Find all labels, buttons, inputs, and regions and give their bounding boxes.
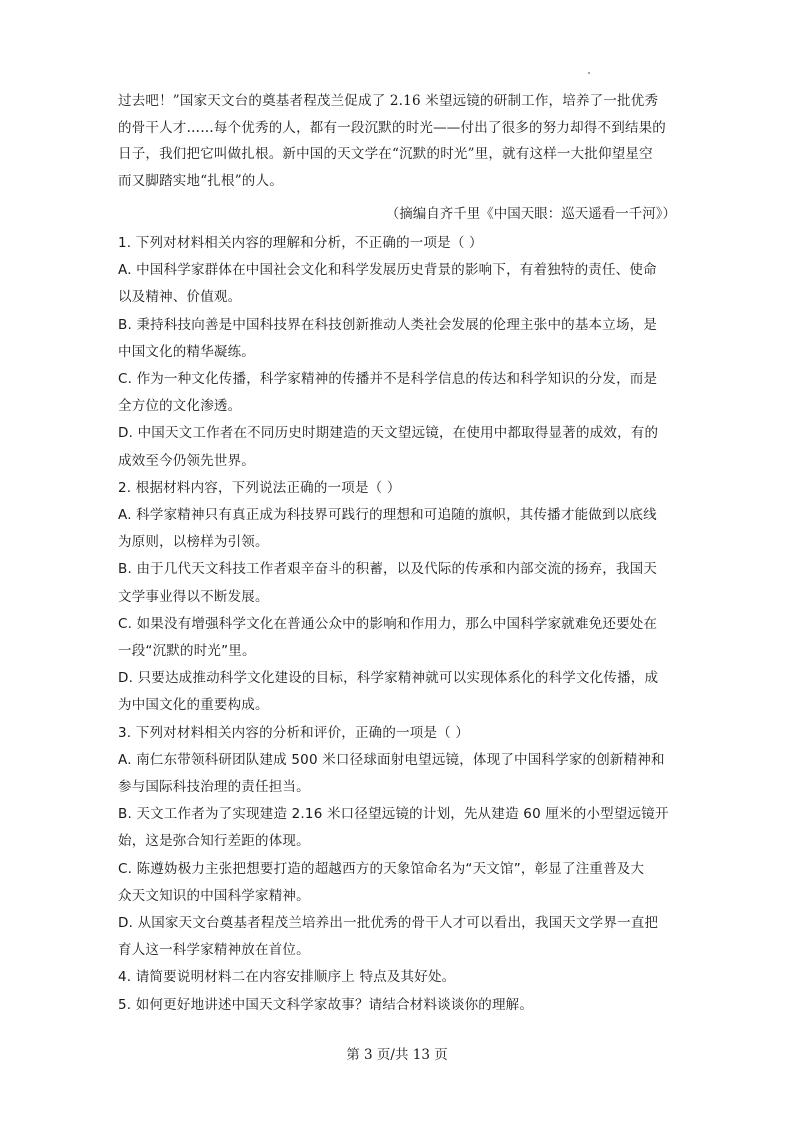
option-line: 中国文化的精华凝练。 <box>118 343 255 360</box>
option-line: 为原则，以榜样为引领。 <box>118 534 269 551</box>
question-stem: 2. 根据材料内容，下列说法正确的一项是（ ） <box>118 479 401 496</box>
option-a <box>118 502 678 556</box>
question-1 <box>118 230 678 475</box>
option-line: 育人这一科学家精神放在首位。 <box>118 942 310 959</box>
option-line: 全方位的文化渗透。 <box>118 398 242 415</box>
question-2 <box>118 475 678 720</box>
option-line: D. 从国家天文台奠基者程茂兰培养出一批优秀的骨干人才可以看出，我国天文学界一直把 <box>118 915 659 932</box>
option-line: A. 中国科学家群体在中国社会文化和科学发展历史背景的影响下，有着独特的责任、使命 <box>118 262 657 279</box>
option-a <box>118 747 678 801</box>
option-b <box>118 312 678 366</box>
option-line: 参与国际科技治理的责任担当。 <box>118 779 310 796</box>
option-line: 众天文知识的中国科学家精神。 <box>118 887 310 904</box>
option-line: B. 秉持科技向善是中国科技界在科技创新推动人类社会发展的伦理主张中的基本立场，是 <box>118 316 658 333</box>
option-line: B. 天文工作者为了实现建造 2.16 米口径望远镜的计划，先从建造 60 厘米的小型望远镜开 <box>118 806 669 823</box>
option-b <box>118 556 678 610</box>
option-d <box>118 420 678 474</box>
option-line: 以及精神、价值观。 <box>118 289 242 306</box>
source-citation: （摘编自齐千里《中国天眼：巡天遥看一千河》） <box>385 206 676 222</box>
option-line: C. 如果没有增强科学文化在普通公众中的影响和作用力，那么中国科学家就难免还要处在 <box>118 615 658 632</box>
question-stem: 4. 请简要说明材料二在内容安排顺序上 特点及其好处。 <box>118 969 456 986</box>
question-stem: 3. 下列对材料相关内容的分析和评价，正确的一项是（ ） <box>118 724 470 741</box>
passage-line: 过去吧！”国家天文台的奠基者程茂兰促成了 2.16 米望远镜的研制工作，培养了一批优秀 <box>118 93 659 109</box>
option-a <box>118 257 678 311</box>
option-line: A. 科学家精神只有真正成为科技界可践行的理想和可追随的旗帜，其传播才能做到以底线 <box>118 507 657 524</box>
option-line: A. 南仁东带领科研团队建成 500 米口径球面射电望远镜，体现了中国科学家的创新精神和 <box>118 751 665 768</box>
passage-line: 的骨干人才……每个优秀的人，都有一段沉默的时光——付出了很多的努力却得不到结果的 <box>118 119 666 136</box>
option-line: 文学事业得以不断发展。 <box>118 588 269 605</box>
option-line: 始，这是弥合知行差距的体现。 <box>118 833 310 850</box>
option-c <box>118 366 678 420</box>
option-line: C. 作为一种文化传播，科学家精神的传播并不是科学信息的传达和科学知识的分发，而是 <box>118 371 658 388</box>
passage-line: 而又脚踏实地“扎根”的人。 <box>118 172 283 189</box>
page-footer: 第 3 页/共 13 页 <box>346 1047 448 1063</box>
question-stem: 1. 下列对材料相关内容的理解和分析，不正确的一项是（ ） <box>118 235 483 251</box>
option-line: 为中国文化的重要构成。 <box>118 697 269 714</box>
option-line: D. 只要达成推动科学文化建设的目标，科学家精神就可以实现体系化的科学文化传播，成 <box>118 670 659 687</box>
option-line: 成效至今仍领先世界。 <box>118 452 255 469</box>
option-b <box>118 801 678 855</box>
option-c <box>118 611 678 665</box>
scan-speck <box>588 72 590 74</box>
question-4 <box>118 964 678 991</box>
option-d <box>118 665 678 719</box>
option-c <box>118 856 678 910</box>
question-list <box>118 230 678 1019</box>
option-line: B. 由于几代天文科技工作者艰辛奋斗的积蓄，以及代际的传承和内部交流的扬弃，我国天 <box>118 561 658 578</box>
option-line: D. 中国天文工作者在不同历史时期建造的天文望远镜，在使用中都取得显著的成效，有的 <box>118 425 659 442</box>
passage-line: 日子，我们把它叫做扎根。新中国的天文学在“沉默的时光”里，就有这样一大批仰望星空 <box>118 146 653 162</box>
question-stem: 5. 如何更好地讲述中国天文科学家故事？请结合材料谈谈你的理解。 <box>118 996 534 1013</box>
option-d <box>118 910 678 964</box>
option-line: 一段“沉默的时光”里。 <box>118 643 256 660</box>
question-5 <box>118 992 678 1019</box>
question-3 <box>118 720 678 965</box>
option-line: C. 陈遵妫极力主张把想要打造的超越西方的天象馆命名为“天文馆”，彰显了注重普及大 <box>118 860 645 877</box>
passage-excerpt <box>118 88 678 194</box>
